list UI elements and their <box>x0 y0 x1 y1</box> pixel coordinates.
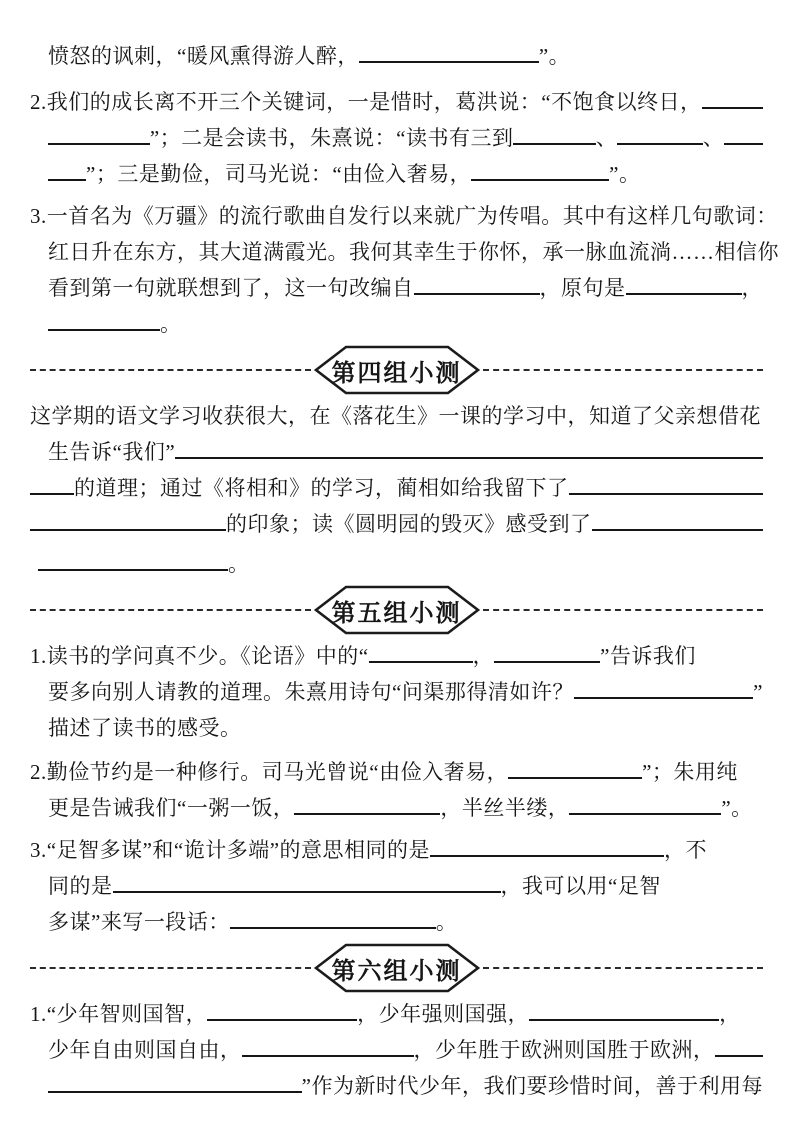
worksheet-line <box>30 546 763 582</box>
answer-blank <box>48 329 160 331</box>
question-text: ，少年强则国强， <box>357 1002 530 1026</box>
dashed-divider-right <box>483 369 764 371</box>
question-text: ”；三是勤俭，司马光说：“由俭入奢易， <box>86 162 472 186</box>
section-header <box>30 942 763 994</box>
worksheet-line <box>30 306 763 342</box>
dashed-divider-right <box>483 967 764 969</box>
answer-blank <box>294 813 440 815</box>
answer-blank <box>48 179 86 181</box>
question-text: 2.勤俭节约是一种修行。司马光曾说“由俭入奢易， <box>30 760 509 784</box>
answer-blank <box>471 179 609 181</box>
question-text: 生告诉“我们” <box>48 440 176 464</box>
dashed-divider-left <box>30 369 311 371</box>
question-text: ”。 <box>721 796 753 820</box>
section-header-hexagon <box>313 942 481 994</box>
answer-blank <box>242 1055 414 1057</box>
answer-blank <box>30 493 74 495</box>
answer-blank <box>569 493 764 495</box>
answer-blank <box>369 661 473 663</box>
question-text: 同的是 <box>48 874 113 898</box>
question-text: 少年自由则国自由， <box>48 1038 242 1062</box>
answer-blank <box>175 457 763 459</box>
answer-blank <box>715 1055 764 1057</box>
worksheet-line <box>30 638 763 674</box>
worksheet-line <box>30 754 763 790</box>
question-text: ” <box>753 680 763 704</box>
dashed-divider-right <box>483 609 764 611</box>
answer-blank <box>113 891 501 893</box>
question-text: 1.“少年智则国智， <box>30 1002 208 1026</box>
question-text: 3.一首名为《万疆》的流行歌曲自发行以来就广为传唱。其中有这样几句歌词： <box>30 204 778 228</box>
section-header-label: 第五组小测 <box>331 600 462 627</box>
answer-blank <box>494 661 600 663</box>
question-text: ，半丝半缕， <box>440 796 570 820</box>
answer-blank <box>414 293 540 295</box>
answer-blank <box>230 927 436 929</box>
question-text: ， <box>719 1002 741 1026</box>
answer-blank <box>207 1019 357 1021</box>
question-text: ”。 <box>538 44 571 68</box>
question-text: 3.“足智多谋”和“诡计多端”的意思相同的是 <box>30 838 431 862</box>
answer-blank <box>30 529 226 531</box>
question-text: ”告诉我们 <box>600 644 696 668</box>
worksheet-line <box>30 832 763 868</box>
question-text: 、 <box>595 126 618 150</box>
question-text: ”；朱用纯 <box>642 760 738 784</box>
section-header <box>30 584 763 636</box>
question-text: 红日升在东方，其大道满霞光。我何其幸生于你怀，承一脉血流淌……相信你 <box>48 240 779 264</box>
answer-blank <box>508 777 642 779</box>
question-text: ”；二是会读书，朱熹说：“读书有三到 <box>149 126 514 150</box>
answer-blank <box>48 143 150 145</box>
question-text: 2.我们的成长离不开三个关键词，一是惜时，葛洪说：“不饱食以终日， <box>30 90 702 114</box>
worksheet-line <box>30 38 763 74</box>
question-text: ”作为新时代少年，我们要珍惜时间，善于利用每 <box>301 1074 763 1098</box>
worksheet-line <box>30 198 778 234</box>
question-text: ，我可以用“足智 <box>500 874 661 898</box>
worksheet-line <box>30 674 763 710</box>
section-header-hexagon <box>313 344 481 396</box>
section-header <box>30 344 763 396</box>
answer-blank <box>529 1019 719 1021</box>
answer-blank <box>359 61 539 63</box>
question-text: 。 <box>228 552 250 576</box>
answer-blank <box>626 293 742 295</box>
answer-blank <box>592 529 764 531</box>
answer-blank <box>513 143 595 145</box>
question-text: 描述了读书的感受。 <box>48 716 242 740</box>
question-text: 。 <box>160 312 182 336</box>
worksheet-line <box>30 1032 763 1068</box>
question-text: 看到第一句就联想到了，这一句改编自 <box>48 276 414 300</box>
dashed-divider-left <box>30 609 311 611</box>
section-header-label: 第六组小测 <box>331 958 462 985</box>
worksheet-line <box>30 996 763 1032</box>
question-text: ， <box>472 644 495 668</box>
question-text: 1.读书的学问真不少。《论语》中的“ <box>30 644 369 668</box>
question-text: ，不 <box>664 838 708 862</box>
worksheet-line <box>30 904 763 940</box>
worksheet-line <box>30 470 763 506</box>
worksheet-line <box>30 84 763 120</box>
worksheet-line <box>30 156 763 192</box>
question-text: ， <box>741 276 763 300</box>
worksheet-line <box>30 434 763 470</box>
question-text: ”。 <box>609 162 641 186</box>
worksheet-line <box>30 234 779 270</box>
answer-blank <box>574 697 753 699</box>
worksheet-line <box>30 270 763 306</box>
question-text: 、 <box>702 126 725 150</box>
answer-blank <box>430 855 664 857</box>
question-text: 要多向别人请教的道理。朱熹用诗句“问渠那得清如许？ <box>48 680 574 704</box>
question-text: 。 <box>435 910 458 934</box>
answer-blank <box>48 1091 302 1093</box>
answer-blank <box>702 107 763 109</box>
question-text: ，少年胜于欧洲则国胜于欧洲， <box>413 1038 715 1062</box>
answer-blank <box>38 569 228 571</box>
worksheet-line <box>30 120 763 156</box>
worksheet-line <box>30 868 763 904</box>
section-header-label: 第四组小测 <box>331 360 462 387</box>
worksheet-line <box>30 1068 763 1104</box>
question-text: 多谋”来写一段话： <box>48 910 230 934</box>
dashed-divider-left <box>30 967 311 969</box>
question-text: 这学期的语文学习收获很大，在《落花生》一课的学习中，知道了父亲想借花 <box>30 404 761 428</box>
question-text: 更是告诫我们“一粥一饭， <box>48 796 295 820</box>
answer-blank <box>569 813 721 815</box>
worksheet-line <box>30 710 763 746</box>
question-text: 愤怒的讽刺，“暖风熏得游人醉， <box>48 44 359 68</box>
question-text: 的印象；读《圆明园的毁灭》感受到了 <box>226 512 592 536</box>
answer-blank <box>724 143 763 145</box>
question-text: ，原句是 <box>539 276 626 300</box>
question-text: 的道理；通过《将相和》的学习，蔺相如给我留下了 <box>74 476 569 500</box>
worksheet-line <box>30 398 763 434</box>
section-header-hexagon <box>313 584 481 636</box>
answer-blank <box>617 143 702 145</box>
worksheet-line <box>30 506 763 542</box>
worksheet-line <box>30 790 763 826</box>
